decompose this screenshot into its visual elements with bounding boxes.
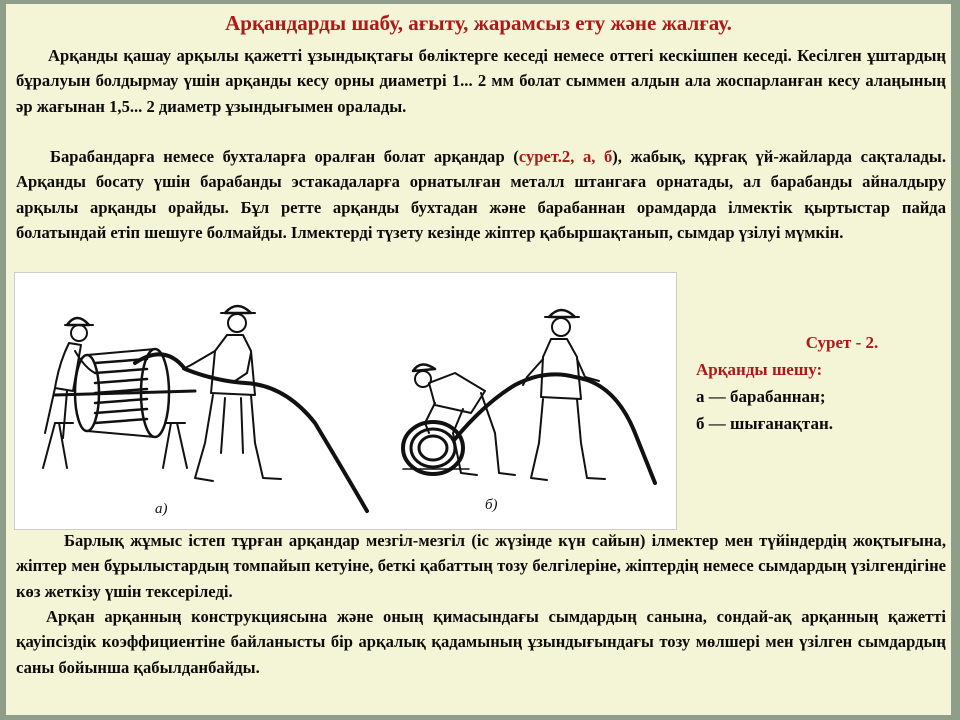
paragraph-rope-cutting: Арқанды қашау арқылы қажетті ұзындықтағы бөліктерге кеседі немесе оттегі кескішпен кеседі. Кесілген ұштардың бұралуын болдырмау үшін арқанды кесу орны диаметрі 1... 2 мм болат сыммен алдын ала жоспарланған кесу алаңының әр жағынан 1,5... 2 диаметр ұзындығымен оралады.: [16, 46, 946, 116]
figure-illustration: [15, 273, 678, 531]
caption-title: Арқанды шешу:: [696, 360, 823, 379]
para2-text-before: Барабандарға немесе бухталарға оралған болат арқандар (: [50, 147, 519, 166]
caption-number: Сурет - 2.: [805, 333, 879, 352]
caption-item-a: а — барабаннан;: [696, 387, 826, 406]
figure-rope-unwinding: [14, 272, 677, 530]
slide: [6, 4, 951, 715]
paragraph-rope-storage: [16, 144, 946, 246]
slide-title: Арқандарды шабу, ағыту, жарамсыз ету және жалғау.: [225, 11, 732, 35]
figure-reference: сурет.2, а, б: [518, 147, 613, 166]
label-b: б): [485, 497, 498, 513]
label-a: а): [155, 501, 168, 517]
worker-standing-drawing: [523, 310, 605, 480]
worker-pulling-rope-drawing: [183, 306, 281, 481]
paragraph-rope-rejection: Арқан арқанның конструкциясына және оның қимасындағы сымдардың санына, сондай-ақ арқанның қажетті қауіпсіздік коэффициентіне байланысты бір арқалық қадамының ұзындығындағы тозу мөлшері мен үзілген сымдардың саны бойынша қабылданбайды.: [16, 607, 946, 677]
worker-at-drum-drawing: [45, 318, 95, 438]
caption-item-b: б — шығанақтан.: [696, 414, 834, 433]
para2-text-after: ), жабық, құрғақ үй-жайларда сақталады. Арқанды босату үшін барабанды эстакадаларға орнатылған металл штангаға орнатады, ал барабанды айналдыру арқылы арқанды орайды. Бұл ретте арқанды бухтадан және барабаннан орамдарда ілмектік қыртыстар пайда болатындай етіп шешуге болмайды. Ілмектерді түзету кезінде жіптер қабыршақтанып, сымдар үзілуі мүмкін.: [16, 147, 946, 243]
figure-caption: [696, 329, 948, 437]
paragraph-rope-inspection: Барлық жұмыс істеп тұрған арқандар мезгіл-мезгіл (іс жүзінде күн сайын) ілмектер мен түйіндердің жоқтығына, жіптер мен бұрылыстардың томпайып кетуіне, беткі қабаттың тозу белгілеріне, жіптердің немесе сымдардың үзілгендігіне көз жеткізу үшін тексеріледі.: [16, 531, 946, 601]
